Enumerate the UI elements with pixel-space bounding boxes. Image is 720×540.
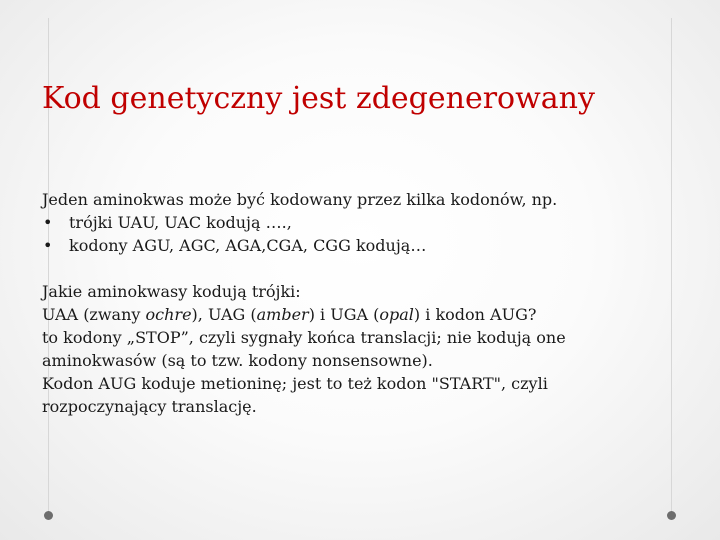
stop-codons-part: UAA (zwany xyxy=(42,305,146,324)
question-text: Jakie aminokwasy kodują trójki: xyxy=(42,282,301,301)
opal-term: opal xyxy=(379,305,414,324)
slide-body xyxy=(42,188,682,418)
answer-line: rozpoczynający translację. xyxy=(42,397,257,416)
bullet-text: kodony AGU, AGC, AGA,CGA, CGG kodują… xyxy=(69,236,427,255)
answer-line: aminokwasów (są to tzw. kodony nonsensowne). xyxy=(42,351,433,370)
answer-line: to kodony „STOP”, czyli sygnały końca translacji; nie kodują one xyxy=(42,328,566,347)
bullet-item xyxy=(42,211,682,234)
stop-codons-part: ), UAG ( xyxy=(191,305,257,324)
answer-line: Kodon AUG koduje metioninę; jest to też kodon "START", czyli xyxy=(42,374,548,393)
bullet-item xyxy=(42,234,682,257)
bullet-text: trójki UAU, UAC kodują …., xyxy=(69,213,292,232)
paragraph-spacer xyxy=(42,257,682,280)
stop-codons-part: ) i UGA ( xyxy=(308,305,380,324)
ochre-term: ochre xyxy=(145,305,192,324)
bullet-dot: • xyxy=(43,236,53,255)
stop-codons-part: ) i kodon AUG? xyxy=(413,305,537,324)
stop-codons-line xyxy=(42,303,682,326)
right-frame-dot xyxy=(667,511,676,520)
intro-text: Jeden aminokwas może być kodowany przez kilka kodonów, np. xyxy=(42,190,558,209)
left-frame-dot xyxy=(44,511,53,520)
slide-title: Kod genetyczny jest zdegenerowany xyxy=(42,81,595,116)
amber-term: amber xyxy=(256,305,309,324)
bullet-dot: • xyxy=(43,213,53,232)
